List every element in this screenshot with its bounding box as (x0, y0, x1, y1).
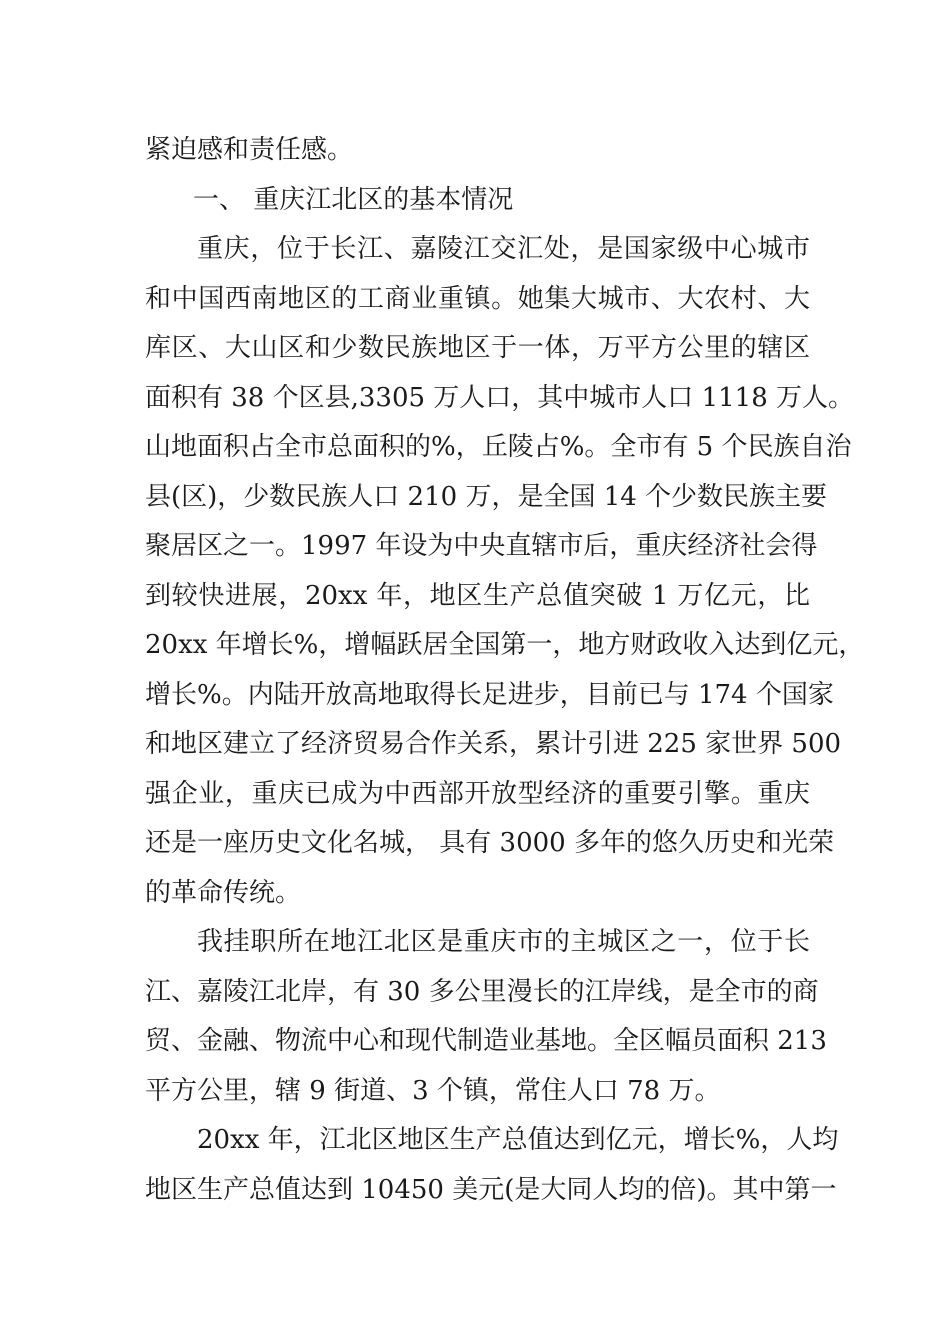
paragraph-line: 20xx 年增长%，增幅跃居全国第一，地方财政收入达到亿元， (145, 630, 865, 660)
paragraph-line: 我挂职所在地江北区是重庆市的主城区之一，位于长 (197, 927, 810, 957)
paragraph-line: 贸、金融、物流中心和现代制造业基地。全区幅员面积 213 (145, 1026, 827, 1056)
paragraph-line: 江、嘉陵江北岸，有 30 多公里漫长的江岸线，是全市的商 (145, 976, 819, 1007)
paragraph-line: 地区生产总值达到 10450 美元(是大同人均的倍)。其中第一 (145, 1174, 837, 1205)
document-body (145, 126, 865, 1215)
paragraph-line: 聚居区之一。1997 年设为中央直辖市后，重庆经济社会得 (145, 531, 818, 561)
paragraph-line: 强企业，重庆已成为中西部开放型经济的重要引擎。重庆 (145, 778, 810, 809)
paragraph-line: 面积有 38 个区县,3305 万人口，其中城市人口 1118 万人。 (145, 382, 855, 413)
paragraph-line: 山地面积占全市总面积的%，丘陵占%。全市有 5 个民族自治 (145, 432, 852, 462)
paragraph-line: 和中国西南地区的工商业重镇。她集大城市、大农村、大 (145, 283, 810, 314)
paragraph-line: 库区、大山区和少数民族地区于一体，万平方公里的辖区 (145, 333, 810, 363)
paragraph-line: 增长%。内陆开放高地取得长足进步，目前已与 174 个国家 (145, 679, 834, 710)
paragraph-line: 重庆，位于长江、嘉陵江交汇处，是国家级中心城市 (197, 234, 810, 264)
paragraph-line: 县(区)，少数民族人口 210 万，是全国 14 个少数民族主要 (145, 481, 828, 512)
section-heading: 一、 重庆江北区的基本情况 (193, 184, 514, 215)
paragraph-line: 20xx 年，江北区地区生产总值达到亿元，增长%，人均 (197, 1125, 839, 1155)
paragraph-line: 平方公里，辖 9 街道、3 个镇，常住人口 78 万。 (145, 1075, 721, 1106)
paragraph-line: 到较快进展，20xx 年，地区生产总值突破 1 万亿元，比 (145, 580, 810, 611)
paragraph-line: 紧迫感和责任感。 (145, 135, 354, 165)
paragraph-line: 和地区建立了经济贸易合作关系，累计引进 225 家世界 500 (145, 729, 842, 759)
paragraph-line: 的革命传统。 (145, 877, 302, 908)
paragraph-line: 还是一座历史文化名城， 具有 3000 多年的悠久历史和光荣 (145, 828, 834, 858)
